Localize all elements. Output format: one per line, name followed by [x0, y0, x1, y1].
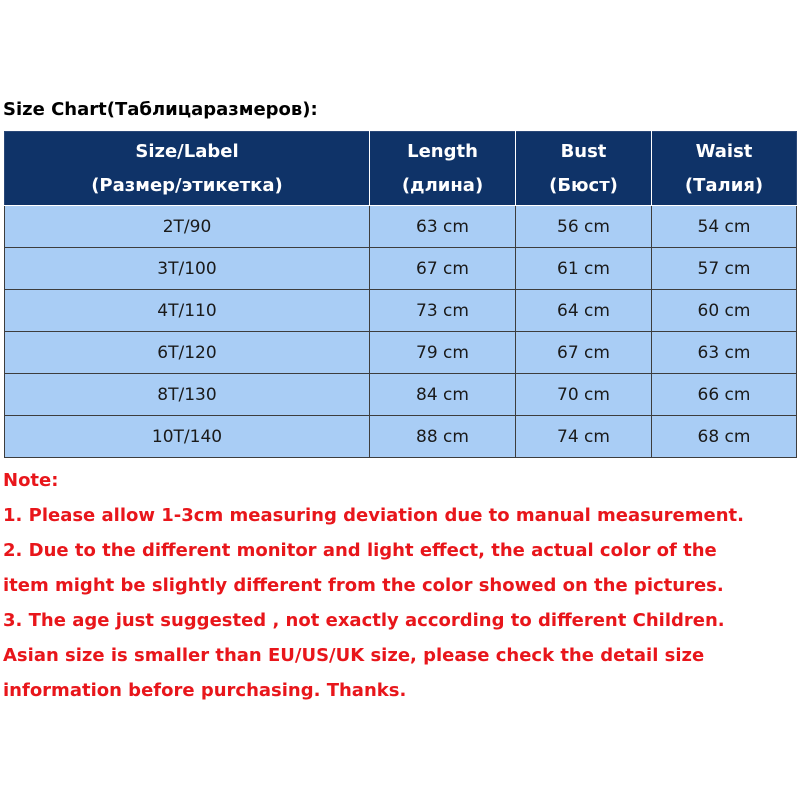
cell-size-label: 6T/120 — [5, 332, 370, 374]
notes-heading: Note: — [3, 470, 59, 491]
table-row — [5, 332, 797, 374]
cell-bust: 64 cm — [516, 290, 652, 332]
header-bust-en: Bust — [560, 140, 607, 162]
cell-bust: 56 cm — [516, 206, 652, 248]
header-length — [370, 132, 516, 206]
cell-bust: 67 cm — [516, 332, 652, 374]
note-line: 2. Due to the different monitor and light effect, the actual color of the — [3, 540, 717, 561]
table-row — [5, 206, 797, 248]
cell-bust: 61 cm — [516, 248, 652, 290]
cell-length: 73 cm — [370, 290, 516, 332]
note-line: 3. The age just suggested , not exactly according to different Children. — [3, 610, 725, 631]
notes-section — [3, 463, 798, 708]
note-line: Asian size is smaller than EU/US/UK size, please check the detail size — [3, 645, 705, 666]
cell-bust: 70 cm — [516, 374, 652, 416]
cell-length: 88 cm — [370, 416, 516, 458]
header-waist-ru: (Талия) — [684, 174, 764, 196]
note-line: information before purchasing. Thanks. — [3, 680, 407, 701]
note-line: 1. Please allow 1-3cm measuring deviation due to manual measurement. — [3, 505, 744, 526]
size-chart-table — [4, 131, 797, 458]
cell-length: 84 cm — [370, 374, 516, 416]
cell-waist: 60 cm — [652, 290, 797, 332]
cell-bust: 74 cm — [516, 416, 652, 458]
cell-waist: 68 cm — [652, 416, 797, 458]
header-size-label — [5, 132, 370, 206]
header-length-en: Length — [407, 140, 478, 162]
cell-size-label: 10T/140 — [5, 416, 370, 458]
header-waist — [652, 132, 797, 206]
cell-length: 67 cm — [370, 248, 516, 290]
header-waist-en: Waist — [695, 140, 753, 162]
table-row — [5, 374, 797, 416]
cell-length: 79 cm — [370, 332, 516, 374]
cell-length: 63 cm — [370, 206, 516, 248]
cell-size-label: 2T/90 — [5, 206, 370, 248]
header-size-label-ru: (Размер/этикетка) — [91, 174, 283, 196]
note-line: item might be slightly different from the color showed on the pictures. — [3, 575, 724, 596]
cell-size-label: 3T/100 — [5, 248, 370, 290]
table-row — [5, 416, 797, 458]
cell-waist: 66 cm — [652, 374, 797, 416]
table-row — [5, 290, 797, 332]
cell-waist: 54 cm — [652, 206, 797, 248]
header-bust — [516, 132, 652, 206]
header-length-ru: (длина) — [401, 174, 484, 196]
header-bust-ru: (Бюст) — [549, 174, 618, 196]
cell-size-label: 4T/110 — [5, 290, 370, 332]
table-header-row — [5, 132, 797, 206]
table-row — [5, 248, 797, 290]
cell-waist: 57 cm — [652, 248, 797, 290]
page-title: Size Chart(Таблицаразмеров): — [3, 99, 318, 120]
header-size-label-en: Size/Label — [135, 140, 239, 162]
cell-waist: 63 cm — [652, 332, 797, 374]
cell-size-label: 8T/130 — [5, 374, 370, 416]
